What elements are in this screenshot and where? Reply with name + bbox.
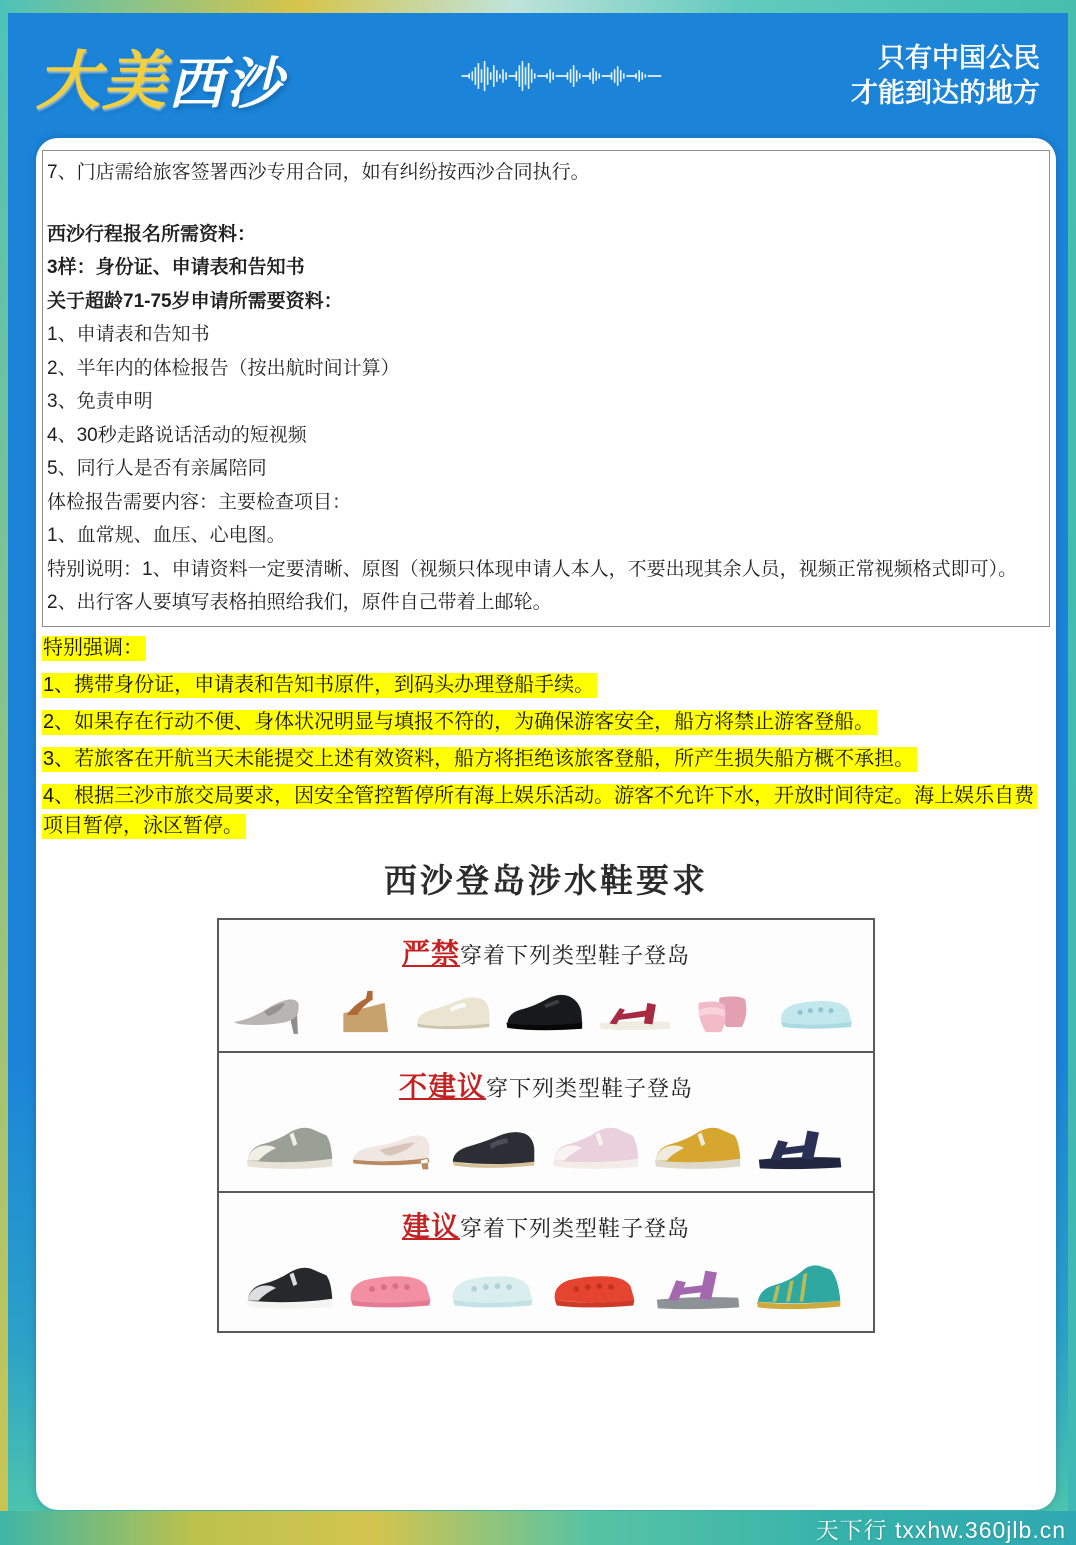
shoe-image-black-leather-shoe xyxy=(503,984,589,1037)
highlight-text: 4、根据三沙市旅交局要求，因安全管控暂停所有海上娱乐活动。游客不允许下水，开放时间待定。海上娱乐自费项目暂停，泳区暂停。 xyxy=(42,784,1037,839)
tagline-line2: 才能到达的地方 xyxy=(851,77,1040,108)
highlight-line xyxy=(42,744,1050,774)
shoe-strip xyxy=(225,984,867,1037)
info-line: 西沙行程报名所需资料： xyxy=(47,223,257,245)
highlight-text: 3、若旅客在开航当天未能提交上述有效资料，船方将拒绝该旅客登船，所产生损失船方概不承担。 xyxy=(42,747,917,772)
info-line: 5、同行人是否有亲属陪同 xyxy=(47,458,267,479)
shoe-rule-text: 穿着下列类型鞋子登岛 xyxy=(460,942,691,968)
shoe-image-black-espadrille xyxy=(447,1117,544,1177)
shoe-section xyxy=(219,1053,873,1193)
blue-panel xyxy=(8,13,1068,1512)
info-line: 3样：身份证、申请表和告知书 xyxy=(47,257,305,278)
highlight-line xyxy=(42,633,1050,663)
shoe-rule-text: 穿着下列类型鞋子登岛 xyxy=(460,1215,691,1241)
shoe-image-brown-wedge-sandal xyxy=(321,984,407,1037)
shoe-image-black-slip-on xyxy=(243,1257,340,1317)
shoe-image-purple-sport-sandal xyxy=(651,1257,748,1317)
shoe-image-gray-sneaker xyxy=(243,1117,340,1177)
info-line: 1、血常规、血压、心电图。 xyxy=(47,525,286,546)
tagline-line1: 只有中国公民 xyxy=(878,42,1040,73)
shoe-image-rainbow-water-shoe xyxy=(753,1257,850,1317)
soundwave-icon xyxy=(284,57,851,95)
shoe-image-dark-red-sandal xyxy=(594,984,680,1037)
highlight-section xyxy=(42,633,1050,841)
shoe-rule-header xyxy=(225,932,867,972)
info-box xyxy=(42,150,1050,627)
info-line: 1、申请表和告知书 xyxy=(47,324,210,345)
shoe-image-clear-jelly-sandal xyxy=(447,1257,544,1317)
shoe-requirements-box xyxy=(217,918,875,1334)
shoe-requirements-title: 西沙登岛涉水鞋要求 xyxy=(384,861,708,899)
shoe-image-yellow-canvas-shoe xyxy=(651,1117,748,1177)
highlight-line xyxy=(42,781,1050,841)
shoe-rule-keyword: 严禁 xyxy=(401,938,460,970)
shoe-image-cream-loafer xyxy=(412,984,498,1037)
highlight-line xyxy=(42,670,1050,700)
shoe-rule-keyword: 不建议 xyxy=(398,1071,486,1103)
header-tagline xyxy=(851,41,1040,111)
logo-text-white: 西沙 xyxy=(168,51,284,115)
shoe-rule-text: 穿下列类型鞋子登岛 xyxy=(486,1075,694,1101)
highlight-text: 1、携带身份证，申请表和告知书原件，到码头办理登船手续。 xyxy=(42,673,597,698)
shoe-image-navy-strap-sandal xyxy=(753,1117,850,1177)
site-logo xyxy=(36,30,284,122)
info-line: 7、门店需给旅客签署西沙专用合同，如有纠纷按西沙合同执行。 xyxy=(47,162,590,183)
shoe-strip xyxy=(225,1117,867,1177)
highlight-text: 特别强调： xyxy=(42,636,146,661)
shoe-image-pink-sneaker xyxy=(549,1117,646,1177)
shoe-image-gray-high-heel xyxy=(230,984,316,1037)
info-line: 2、出行客人要填写表格拍照给我们，原件自己带着上邮轮。 xyxy=(47,592,552,613)
header-banner xyxy=(8,13,1068,138)
info-line: 4、30秒走路说话活动的短视频 xyxy=(47,424,307,446)
shoe-rule-header xyxy=(225,1205,867,1245)
shoe-image-light-blue-clog xyxy=(776,984,862,1037)
logo-text-gold: 大美 xyxy=(36,44,168,117)
footer-bar xyxy=(0,1511,1076,1545)
info-line: 2、半年内的体检报告（按出航时间计算） xyxy=(47,357,400,379)
info-line: 体检报告需要内容：主要检查项目： xyxy=(47,491,352,513)
shoe-section xyxy=(219,1193,873,1331)
shoe-strip xyxy=(225,1257,867,1317)
info-line: 3、免责申明 xyxy=(47,391,153,412)
shoe-section xyxy=(219,920,873,1053)
shoe-image-white-ballet-flat xyxy=(345,1117,442,1177)
footer-watermark: 天下行 txxhw.360jlb.cn xyxy=(815,1516,1066,1543)
info-line xyxy=(47,190,1039,218)
highlight-text: 2、如果存在行动不便、身体状况明显与填报不符的，为确保游客安全，船方将禁止游客登船。 xyxy=(42,710,877,735)
shoe-image-pink-slippers xyxy=(685,984,771,1037)
content-card xyxy=(36,138,1056,1510)
shoe-rule-keyword: 建议 xyxy=(401,1211,460,1243)
shoe-image-red-foam-clog xyxy=(549,1257,646,1317)
highlight-line xyxy=(42,707,1050,737)
shoe-image-pink-crocs-clog xyxy=(345,1257,442,1317)
info-line: 特别说明：1、申请资料一定要清晰、原图（视频只体现申请人本人，不要出现其余人员，视频正常视频格式即可）。 xyxy=(47,558,1018,580)
shoe-rule-header xyxy=(225,1065,867,1105)
info-line: 关于超龄71-75岁申请所需要资料： xyxy=(47,290,343,312)
